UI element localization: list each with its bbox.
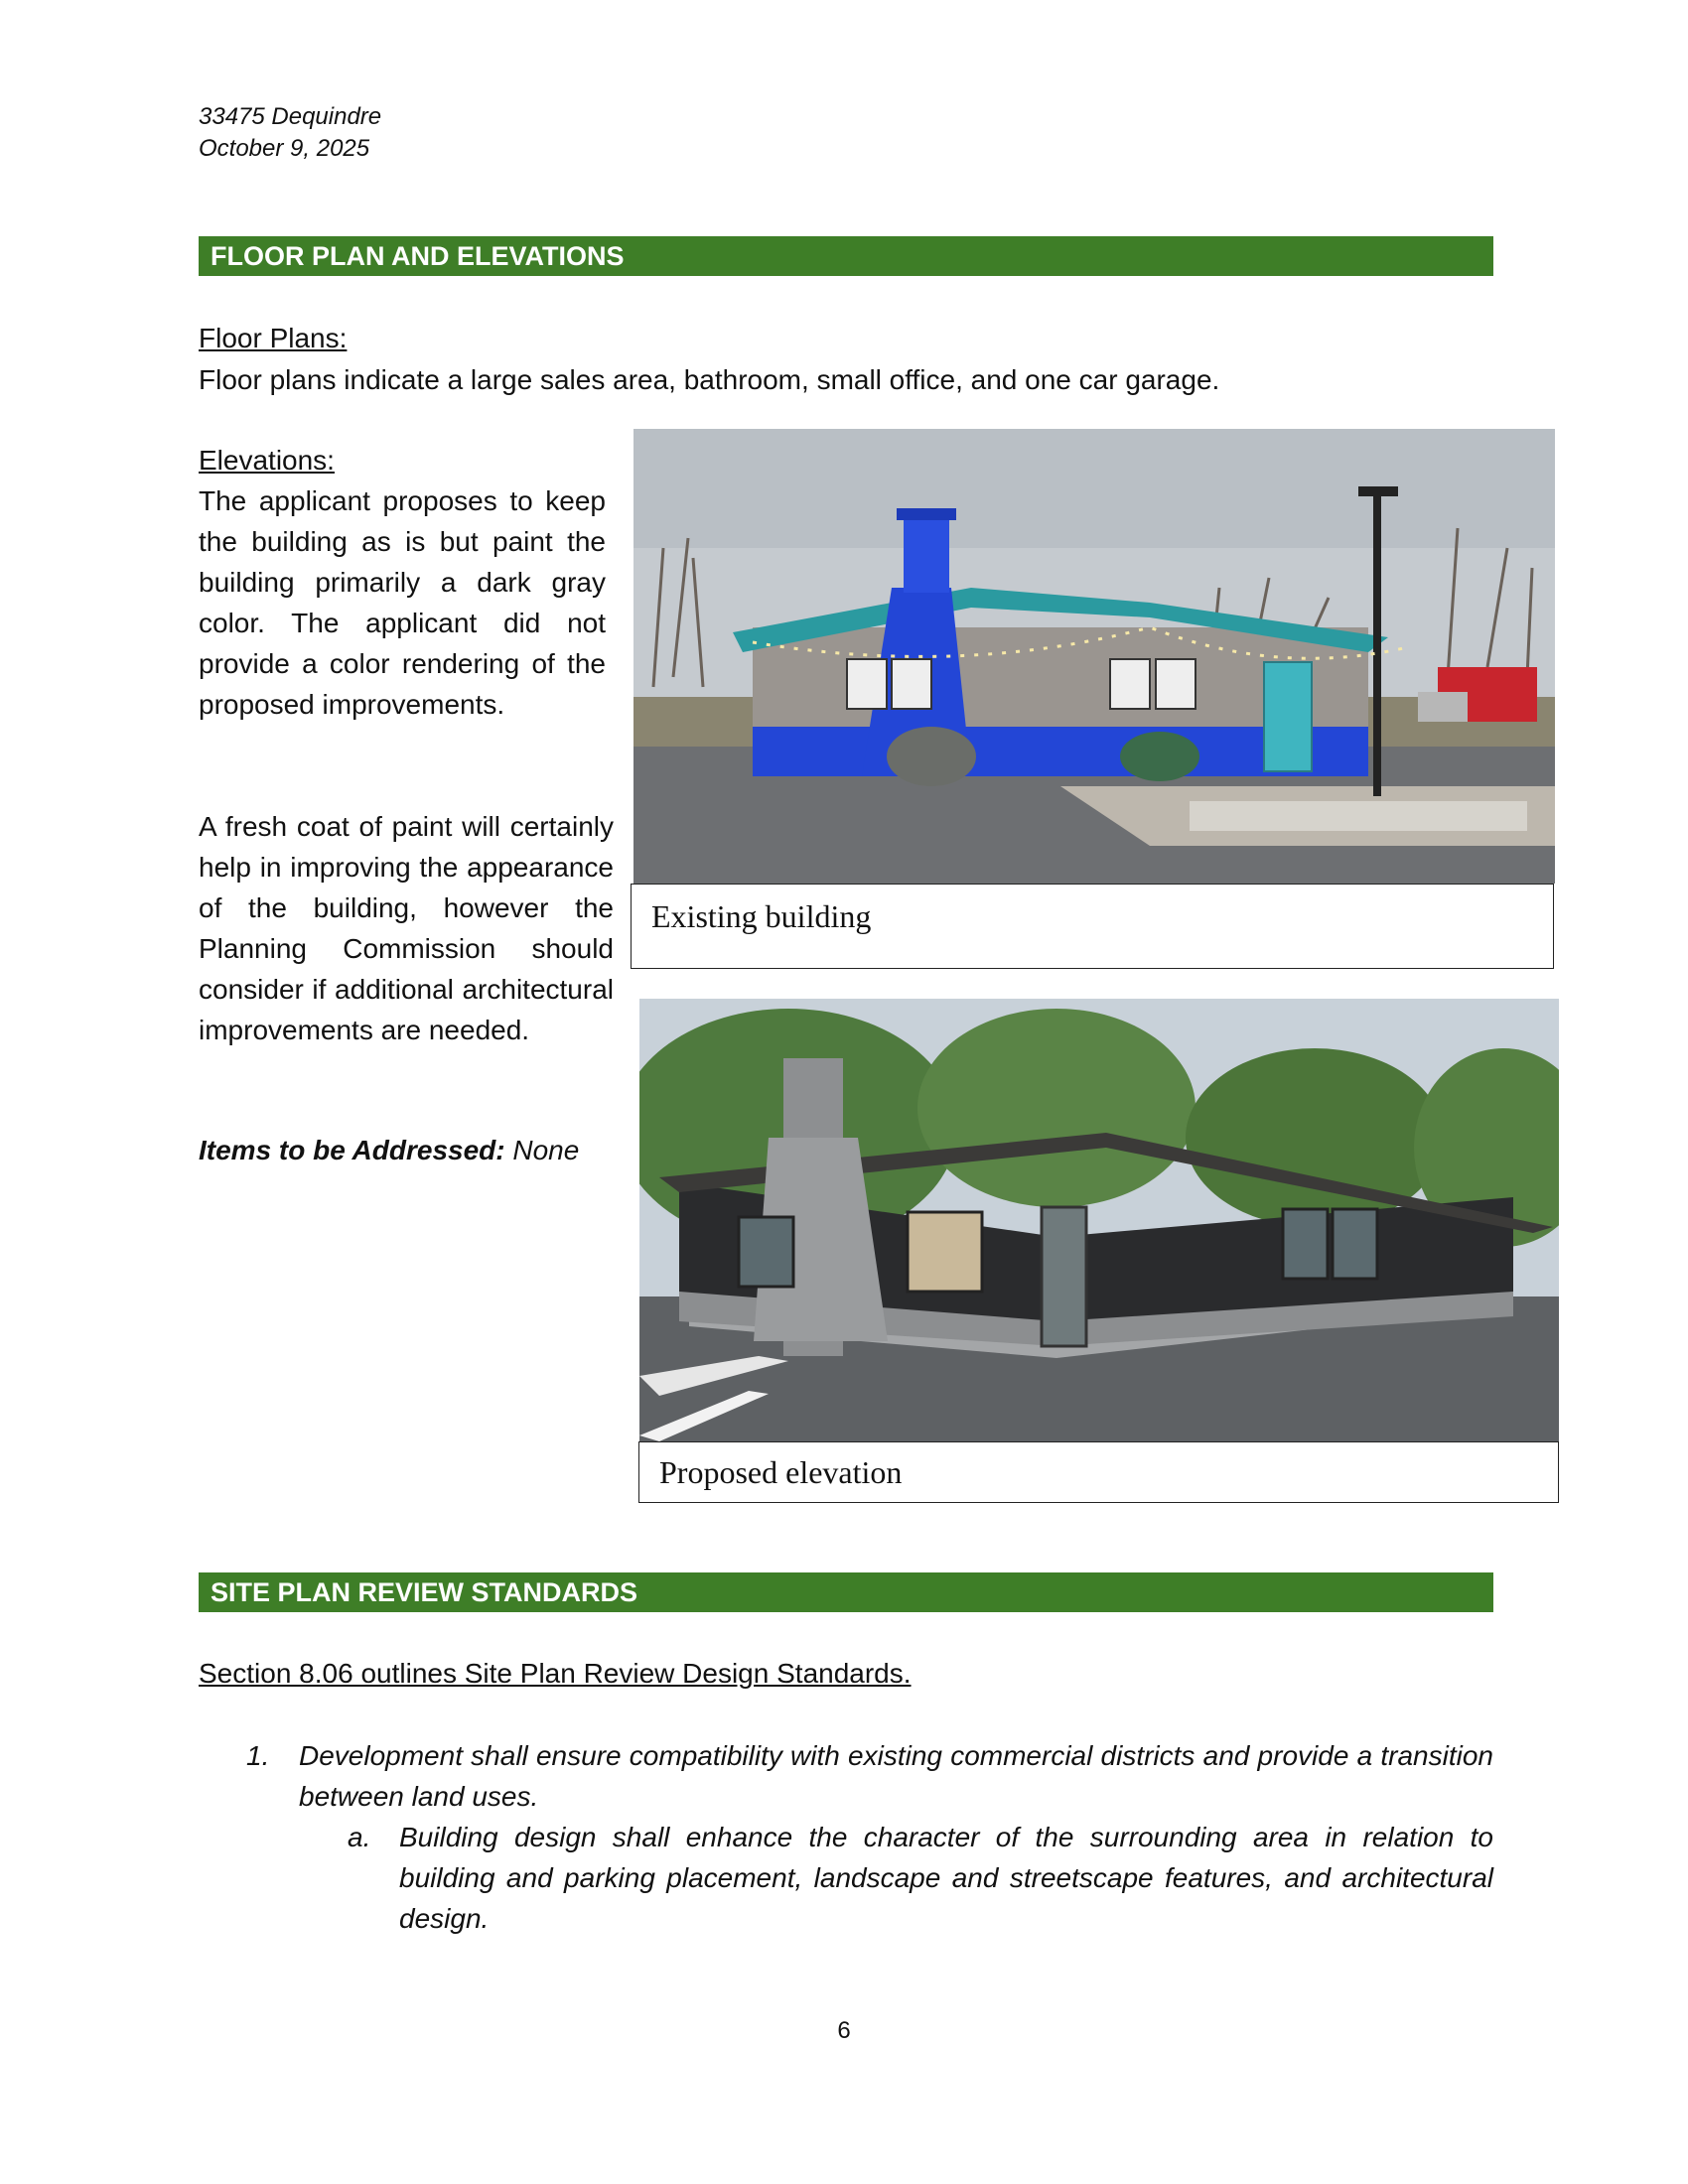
section-heading-floor-plan: FLOOR PLAN AND ELEVATIONS (199, 236, 1493, 276)
header-address: 33475 Dequindre (199, 103, 382, 130)
list-item-1a-text: Building design shall enhance the character of the surrounding area in relation to building and parking placement, landscape and streetscape features, and architectural design. (399, 1822, 1493, 1934)
items-to-be-addressed (199, 1130, 579, 1170)
elevations-text-1: The applicant proposes to keep the building as is but paint the building primarily a dark gray color. The applicant did not provide a color rendering of the proposed improvements. (199, 485, 606, 720)
caption-proposed-elevation: Proposed elevation (638, 1441, 1559, 1503)
items-value: None (512, 1135, 580, 1165)
floor-plans-heading: Floor Plans: (199, 323, 348, 353)
elevations-text-2: A fresh coat of paint will certainly help in improving the appearance of the building, however the Planning Commission should consider if additional architectural improvements are needed. (199, 811, 614, 1045)
list-item-1 (246, 1735, 1493, 1817)
existing-building-photo (633, 429, 1555, 884)
section-heading-site-plan-review: SITE PLAN REVIEW STANDARDS (199, 1572, 1493, 1612)
header-date: October 9, 2025 (199, 135, 370, 162)
items-label: Items to be Addressed: (199, 1135, 505, 1165)
list-item-1-number: 1. (246, 1740, 270, 1771)
caption-existing-building: Existing building (631, 884, 1554, 969)
list-item-1a-letter: a. (348, 1822, 371, 1852)
page-number: 6 (837, 2017, 851, 2044)
list-item-1a (348, 1817, 1493, 1939)
floor-plans-text: Floor plans indicate a large sales area, bathroom, small office, and one car garage. (199, 364, 1220, 395)
proposed-elevation-rendering (639, 999, 1559, 1441)
section-reference: Section 8.06 outlines Site Plan Review Design Standards. (199, 1658, 912, 1689)
elevations-heading: Elevations: (199, 445, 335, 476)
list-item-1-text: Development shall ensure compatibility with existing commercial districts and provide a transition between land uses. (299, 1740, 1493, 1812)
